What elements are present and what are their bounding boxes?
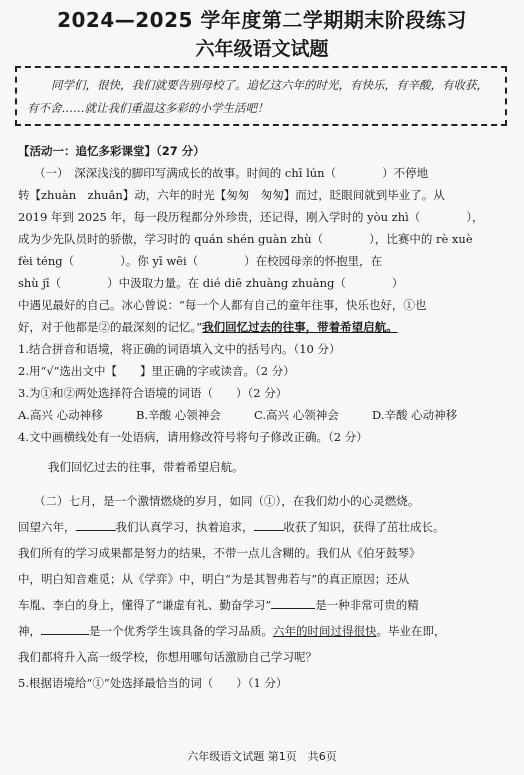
p2-text: 是一种非常可贵的精: [315, 598, 419, 612]
question-2: 2.用“√”选出文中【 】里正确的字或读音。（2 分）: [18, 364, 295, 378]
option-b: B.辛酸 心领神会: [136, 408, 221, 422]
passage1-line: （一） 深深浅浅的脚印写满成长的故事。时间的 chī lún（ ）不停地: [34, 166, 429, 180]
p2-text: 回望六年，: [18, 520, 76, 534]
passage2-line: 中，明白知音难觅；从《学弈》中，明白“为是其智弗若与”的真正原因；还从: [18, 572, 410, 586]
p2-text: 我们认真学习，执着追求，: [115, 520, 254, 534]
intro-text: 同学们，很快，我们就要告别母校了。追忆这六年的时光，有快乐，有辛酸，有收获，有不舍……就让我们重温这多彩的小学生活吧！: [27, 78, 488, 115]
passage1-line: 2019 年到 2025 年，每一段历程都分外珍贵，还记得，刚入学时的 yòu zhì（ ），: [18, 210, 484, 224]
fill-blank[interactable]: [41, 622, 89, 635]
passage2-line: （二）七月，是一个激情燃烧的岁月，如同（①），在我们幼小的心灵燃烧。: [34, 494, 420, 508]
fill-blank[interactable]: [271, 596, 315, 609]
intro-box: [15, 66, 507, 126]
passage1-line: 中遇见最好的自己。冰心曾说：“每一个人都有自己的童年往事，快乐也好，①也: [18, 298, 427, 312]
option-c: C.高兴 心领神会: [254, 408, 339, 422]
passage2-line: [18, 514, 510, 540]
q4-sentence: 我们回忆过去的往事，带着希望启航。: [48, 460, 244, 474]
passage1-line: shù jī（ ）中汲取力量。在 dié diē zhuàng zhuàng（ ）: [18, 276, 404, 290]
fill-blank[interactable]: [254, 518, 284, 531]
exam-subtitle: 六年级语文试题: [195, 38, 329, 60]
p2-text: 车胤、李白的身上，懂得了“谦虚有礼、勤奋学习”: [18, 598, 272, 612]
question-4: 4.文中画横线处有一处语病，请用修改符号将句子修改正确。（2 分）: [18, 430, 368, 444]
option-d: D.辛酸 心动神移: [372, 408, 458, 422]
page-footer: 六年级语文试题 第1页 共6页: [187, 750, 337, 763]
question-3: 3.为①和②两处选择符合语境的词语（ ）（2 分）: [18, 386, 288, 400]
passage1-last-line: [18, 316, 510, 338]
question-content: [18, 140, 510, 696]
question-5: 5.根据语境给“①”处选择最恰当的词（ ）（1 分）: [18, 676, 288, 690]
passage2-line: 我们都将升入高一级学校，你想用哪句话激励自己学习呢？: [18, 650, 317, 664]
passage1-line: fèi téng（ ）。你 yī wēi（ ）在校园母亲的怀抱里，在: [18, 254, 383, 268]
underlined-sentence: 我们回忆过去的往事，带着希望启航。: [202, 320, 398, 334]
p2-text: 收获了知识，获得了茁壮成长。: [283, 520, 445, 534]
question-3-options: [18, 404, 510, 426]
passage2-line: [18, 592, 510, 618]
question-1: 1.结合拼音和语境，将正确的词语填入文中的括号内。（10 分）: [18, 342, 341, 356]
passage1-line: 转【zhuàn zhuǎn】动，六年的时光【匆匆 匆匆】而过，眨眼间就到毕业了。从: [18, 188, 445, 202]
passage2-line: 我们所有的学习成果都是努力的结果，不带一点儿含糊的。我们从《伯牙鼓琴》: [18, 546, 421, 560]
passage1-last-plain: 好，对于他都是②的最深刻的记忆。”: [18, 320, 203, 334]
underlined-sentence: 六年的时间过得很快: [273, 624, 377, 638]
p2-text: 是一个优秀学生该具备的学习品质。: [89, 624, 273, 638]
fill-blank[interactable]: [76, 518, 116, 531]
passage2-line: [18, 618, 510, 644]
p2-text: 。毕业在即，: [376, 624, 446, 638]
passage1-line: 成为少先队员时的骄傲，学习时的 quán shén guàn zhù（ ），比赛中的 rè xuè: [18, 232, 473, 246]
activity-heading: 【活动一：追忆多彩课堂】（27 分）: [18, 144, 205, 158]
exam-title: 2024—2025 学年度第二学期期末阶段练习: [57, 8, 467, 32]
p2-text: 神，: [18, 624, 41, 638]
option-a: A.高兴 心动神移: [18, 408, 103, 422]
